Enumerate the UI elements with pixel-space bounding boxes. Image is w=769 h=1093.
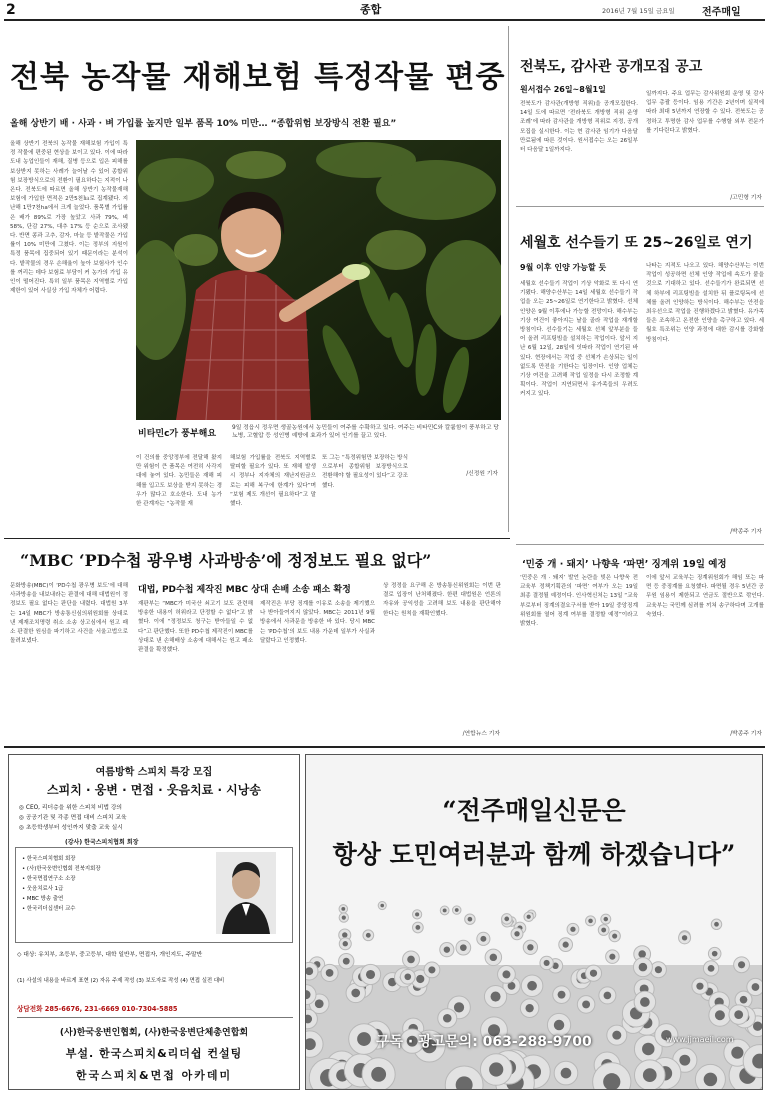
sunflower-center	[525, 1004, 533, 1012]
sunflower-center	[527, 944, 533, 950]
sunflower-center	[570, 927, 575, 932]
sunflower-center	[558, 991, 566, 999]
sunflower-center	[380, 904, 384, 908]
sunflower-center	[740, 996, 748, 1004]
ad-left-title: 여름방학 스피치 특강 모집	[95, 767, 213, 778]
sunflower-center	[371, 1067, 386, 1082]
page-number: 2	[6, 2, 16, 18]
sunflower-center	[455, 908, 459, 912]
audit-byline: /고민형 기자	[730, 195, 762, 201]
career-item: • 한국면접연구소 소장	[22, 876, 76, 882]
sunflower-center	[554, 1020, 564, 1030]
sunflower-center	[563, 942, 569, 948]
sewol-body-col1: 세월호 선수들기 작업이 기상 악화로 또 다시 연기됐다. 해양수산부는 14일 세월호 선수들기 작업을 오는 25~26일로 연기한다고 밝혔다. 선체 인양은 9월 이후에나 가능할 전망이다. 해수부는 기상 여건이 좋아지는 날을 골라 작업을 재개할 방침이다. 선수들기는 세월호 선체 앞부분을 들어 올려 리프팅빔을 설치하는 작업이다. 앞서 지난 6월 12일, 28일에 잇따라 작업이 연기된 바 있다. 현장에서는 작업 중 선체가 손상되는 일이 없도록 만전을 기한다는 입장이다. 인양 업체는 기상 여건을 고려해 작업 일정을 다시 조정할 계획이다. 작업이 지연되면서 유가족들의 우려도 커지고 있다.	[520, 281, 638, 398]
ad-left-targets: ◇ 대상: 유치부, 초등부, 중고등부, 대학 일반부, 면접자, 개인지도, 주말반	[17, 952, 203, 958]
career-box	[15, 847, 293, 943]
sunflower-center	[638, 950, 646, 958]
sunflower-center	[504, 917, 509, 922]
sunflower-center	[738, 961, 745, 968]
sewol-body-col2: 나타는 지적도 나오고 있다. 해양수산부는 이번 작업이 성공하면 선체 인양 작업에 속도가 붙을 것으로 기대하고 있다. 선수들기가 완료되면 선체 하부에 리프팅빔을 설치한 뒤 플로팅독에 선체를 올려 인양하는 방식이다. 해수부는 안전을 최우선으로 작업을 진행하겠다고 밝혔다. 유가족들은 조속하고 온전한 인양을 촉구하고 있다. 세월호 특조위는 인양 과정에 대한 감시를 강화할 방침이다.	[646, 263, 764, 343]
sunflower-center	[326, 969, 334, 977]
lead-byline: /신정원 기자	[466, 471, 498, 477]
sunflower-center	[601, 928, 606, 933]
ad-bullet: ◎ 초등학생부터 성인까지 맞춤 교육 실시	[19, 825, 123, 831]
sunflower-center	[416, 975, 424, 983]
sunflower-center	[604, 917, 608, 921]
newspaper-brand: 전주매일	[702, 7, 741, 18]
sunflower-center	[491, 992, 501, 1002]
sunflower-center	[415, 925, 420, 930]
sunflower-center	[366, 970, 375, 979]
sunflower-center	[731, 1047, 743, 1059]
ad-left-rule	[17, 1017, 293, 1018]
mbc-headline: “MBC ‘PD수첩 광우병 사과방송’에 정정보도 필요 없다”	[20, 551, 432, 570]
sunflower-center	[514, 931, 519, 936]
sunflower-center	[357, 1032, 371, 1046]
career-item: • 웃음치료사 1급	[22, 886, 64, 892]
ad-left-subtitle: 스피치 · 웅변 · 면접 · 웃음치료 · 시낭송	[47, 783, 261, 797]
instructor-photo	[216, 852, 276, 934]
sunflower-center	[679, 1055, 690, 1066]
sunflower-center	[343, 958, 350, 965]
section-title: 종합	[360, 3, 382, 16]
sunflower-center	[366, 933, 371, 938]
sewol-subheadline: 9월 이후 인양 가능할 듯	[520, 263, 607, 272]
sunflower-center	[708, 965, 715, 972]
promo-line1: “전주매일신문은	[442, 796, 626, 825]
sunflower-center	[444, 946, 450, 952]
ad-left-phone: 상담전화 285-6676, 231-6669 010-7304-5885	[17, 1005, 178, 1013]
sunflower-center	[527, 981, 537, 991]
career-list	[22, 854, 202, 914]
promo-line2: 항상 도민여러분과 함께 하겠습니다”	[332, 840, 736, 869]
sunflower-center	[604, 992, 612, 1000]
ad-left-academy1: 부설. 한국스피치&리더쉽 컨설팅	[65, 1047, 243, 1060]
career-item: • (사)한국웅변인협회 전북지회장	[22, 866, 101, 872]
career-item: • MBC 방송 출연	[22, 896, 64, 902]
mbc-byline: /연합뉴스 기자	[462, 731, 500, 737]
mbc-body-col3: 제작진은 부당 징계를 이유로 소송을 제기했으나 받아들여지지 않았다. MBC는 2011년 9월 방송에서 사과문을 방송한 바 있다. 당시 MBC는 ‘PD수첩’의 보도 내용 가운데 일부가 사실과 달랐다고 인정했다.	[260, 601, 375, 644]
sunflower-center	[712, 951, 718, 957]
sunflower-center	[655, 966, 662, 973]
ad-divider	[4, 746, 765, 748]
sunflower-center	[714, 922, 719, 927]
lead-subheadline: 올해 상반기 배 · 사과 · 벼 가입률 높지만 일부 품목 10% 미만… “종합위험 보장방식 전환 필요”	[10, 119, 397, 129]
sunflower-center	[404, 973, 411, 980]
sunflower-center	[460, 944, 467, 951]
audit-subheadline: 원서접수 26일~8월1일	[520, 85, 606, 94]
pig-body-col2: 이에 앞서 교육부는 징계위원회가 해임 또는 파면 등 중징계를 요청했다. 파면될 경우 5년간 공무원 임용이 제한되고 연금도 절반으로 깎인다. 교육부는 국민께 심려를 끼쳐 송구하다며 고개를 숙였다.	[646, 575, 764, 618]
ad-bullet: ◎ CEO, 리더층을 위한 스피치 비법 강의	[19, 805, 123, 811]
sunflower-center	[582, 1000, 590, 1008]
sunflower-center	[527, 915, 531, 919]
sunflower-center	[454, 1002, 464, 1012]
sunflower-center	[682, 935, 687, 940]
sunflower-center	[490, 954, 497, 961]
ad-left-bullets	[19, 803, 289, 833]
lead-body-col4: 또 그는 “특정위험만 보장하는 방식으로부터 종합위험 보장방식으로 전환해야 할 필요성이 있다”고 강조했다.	[322, 455, 408, 489]
promo-contact: 구독 · 광고문의: 063-288-9700	[376, 1034, 592, 1050]
mbc-subheadline: 대법, PD수첩 제작진 MBC 상대 손배 소송 패소 확정	[138, 585, 351, 595]
sunflower-center	[612, 933, 617, 938]
sunflower-center	[590, 970, 597, 977]
farmer-harvest-image	[136, 140, 501, 420]
sewol-divider	[516, 544, 764, 545]
ad-left-org: (사)한국웅변인협회, (사)한국웅변단체총연합회	[59, 1028, 249, 1038]
audit-divider	[516, 206, 764, 207]
photo-label: 비타민c가 풍부해요	[138, 429, 217, 439]
photo-caption: 9일 정읍시 정우면 생골농원에서 농민들이 여주를 수확하고 있다. 여주는 비타민C와 칼륨함이 풍부하고 당뇨병, 고혈압 등 성인병 예방에 효과가 있어 인기를 끌고 있다.	[232, 425, 499, 440]
sunflower-center	[315, 999, 324, 1008]
speech-academy-ad	[8, 754, 300, 1090]
ad-left-academy2: 한국스피치&면접 아카데미	[75, 1069, 233, 1082]
sunflower-center	[342, 932, 347, 937]
sunflower-center	[753, 1022, 762, 1031]
sunflower-center	[351, 989, 360, 998]
pig-headline: ‘민중 개 · 돼지’ 나향욱 ‘파면’ 징계위 19일 예정	[522, 559, 727, 570]
sunflower-center	[612, 1031, 621, 1040]
audit-body-col2: 일까지다. 주요 업무는 감사위원회 운영 및 감사업무 총괄 등이다. 임용 기간은 2년이며 실적에 따라 최대 5년까지 연장할 수 있다. 전북도는 공정하고 투명한 감사 업무를 수행할 외부 전문가를 기다린다고 밝혔다.	[646, 91, 764, 134]
sunflower-center	[640, 997, 650, 1007]
sunflower-center	[639, 963, 648, 972]
pig-byline: /박종주 기자	[730, 731, 762, 737]
sunflower-center	[696, 983, 703, 990]
sewol-byline: /박종주 기자	[730, 529, 762, 535]
promo-url: www.jjmaeil.com	[666, 1035, 734, 1044]
sunflower-center	[502, 970, 510, 978]
sunflower-center	[489, 1062, 503, 1076]
column-divider	[508, 26, 509, 532]
sunflower-center	[752, 983, 760, 991]
sunflower-center	[415, 912, 419, 916]
pig-body-col1: ‘민중은 개 · 돼지’ 발언 논란을 빚은 나향욱 전 교육부 정책기획관의 ‘파면’ 여부가 오는 19일 최종 결정될 예정이다. 인사혁신처는 13일 “교육부로부터 징계의결요구서를 받아 19일 중앙징계위원회를 열어 징계 여부를 결정할 예정”이라고 밝혔다.	[520, 575, 638, 628]
sunflower-center	[643, 1068, 657, 1082]
sunflower-center	[588, 919, 593, 924]
audit-headline: 전북도, 감사관 공개모집 공고	[520, 59, 703, 75]
mbc-body-col4: 상 정정을 요구해 온 방송통신위원회는 이번 판결로 입장이 난처해졌다. 한편 대법원은 언론의 자유와 공익성을 고려해 보도 내용을 판단해야 한다는 원칙을 재확인했다.	[383, 583, 501, 617]
sunflower-center	[544, 960, 550, 966]
sunflower-center	[443, 908, 447, 912]
instructor-title: (강사) 한국스피치협회 회장	[65, 839, 139, 846]
sunflower-center	[468, 917, 473, 922]
sunflower-center	[480, 936, 486, 942]
lead-body-col1: 올해 상반기 전북의 농작물 재해보험 가입이 특정 작물에 편중된 현상을 보이고 있다. 이에 따라 도내 농업인들이 재해, 질병 등으로 입은 피해를 보상받지 못하는 사례가 늘어날 수 있어 종합위험 보장방식으로의 전환이 필요하다는 지적이 나온다. 전북도에 따르면 올해 상반기 농작물재해보험에 가입한 면적은 2만5천㏊로 집계됐다. 지난해 1만7천ha에서 크게 늘었다. 품목별 가입률은 배가 89%로 가장 높았고 사과 79%, 벼 58%, 단감 27%, 대추 17% 등 순으로 조사됐다. 반면 콩과 고추, 감자, 마늘 등 밭작물은 가입률이 10% 미만에 그쳤다. 이는 정부의 지원이 특정 품목에 집중되어 있기 때문이라는 분석이다. 밭작물의 경우 손해율이 높아 보험사가 인수를 꺼리는 데다 보험료 부담이 커 농가의 가입 유인이 떨어진다. 특히 일부 품목은 지역별로 가입 제한이 있어 사실상 가입 자체가 어렵다.	[10, 141, 128, 295]
audit-body-col1: 전북도가 감사관(개방형 직위)을 공개모집한다. 14일 도에 따르면 ‘전라북도 개방형 직위 운영 조례’에 따라 감사관을 개방형 직위로 지정, 공개모집을 실시한다. 이는 현 감사관 임기가 다음달 만료됨에 따른 것이다. 원서접수는 오는 26일부터 다음달 1일까지다.	[520, 101, 638, 154]
jeonju-maeil-promo-ad	[305, 754, 763, 1090]
sunflower-center	[715, 1010, 725, 1020]
issue-date: 2016년 7월 15일 금요일	[602, 7, 675, 15]
lead-body-col2: 이 건의를 중앙정부에 전달해 왔지만 위험이 큰 품목은 여전히 사각지대에 놓여 있다. 농민들은 재해 피해를 입고도 보상을 받지 못하는 경우가 많다고 호소한다. 도내 농가 한 관계자는 “농작물 재	[136, 455, 222, 508]
header-rule	[4, 19, 765, 21]
lead-photo	[136, 140, 501, 420]
sunflower-center	[704, 1073, 718, 1087]
section-divider	[4, 538, 510, 539]
sunflower-center	[734, 1010, 743, 1019]
ad-left-notes: (1) 사설의 내용을 바르게 표현 (2) 자유 주제 작성 (3) 보도자료 작성 (4) 면접 실전 대비	[17, 978, 225, 984]
sunflower-center	[341, 907, 345, 911]
sunflower-center	[561, 1068, 572, 1079]
sunflower-center	[343, 941, 348, 946]
career-item: • 한국스피치협회 회장	[22, 856, 76, 862]
lead-headline: 전북 농작물 재해보험 특정작물 편중	[10, 60, 506, 95]
sunflower-center	[342, 915, 346, 919]
ad-bullet: ◎ 공공기관 및 각종 면접 대비 스피치 교육	[19, 815, 127, 821]
career-item: • 한국리더십센터 교수	[22, 906, 76, 912]
mbc-body-col2: 재판부는 “MBC가 미국산 쇠고기 보도 관련해 방송한 내용이 허위라고 단정할 수 없다”고 밝혔다. 이에 “정정보도 청구는 받아들일 수 없다”고 판단했다. 또한 PD수첩 제작진이 MBC를 상대로 낸 손해배상 소송에 대해서는 원고 패소 판결을 확정했다.	[138, 601, 253, 654]
lead-body-col3: 해보험 가입률을 전북도 지역별로 탈피할 필요가 있다. 또 재해 발생 시 정부나 지자체의 재난지원금으로는 피해 복구에 한계가 있다”며 “보험 제도 개선이 필요하다”고 말했다.	[230, 455, 316, 508]
sunflower-center	[428, 966, 435, 973]
mbc-body-col1: 문화방송(MBC)이 ‘PD수첩 광우병 보도’에 대해 사과방송을 내보내라는 판결에 대해 대법원이 정정보도 필요 없다는 판단을 내렸다. 대법원 3부는 14일 MBC가 방송통신심의위원회를 상대로 낸 제재조치명령 취소 소송 상고심에서 원고 패소 판결한 원심을 파기하고 사건을 서울고법으로 돌려보냈다.	[10, 583, 128, 645]
sunflower-center	[407, 956, 415, 964]
sunflower-center	[642, 1043, 654, 1055]
sewol-headline: 세월호 선수들기 또 25~26일로 연기	[520, 235, 753, 251]
sunflower-center	[443, 1014, 452, 1023]
sunflower-center	[609, 954, 615, 960]
